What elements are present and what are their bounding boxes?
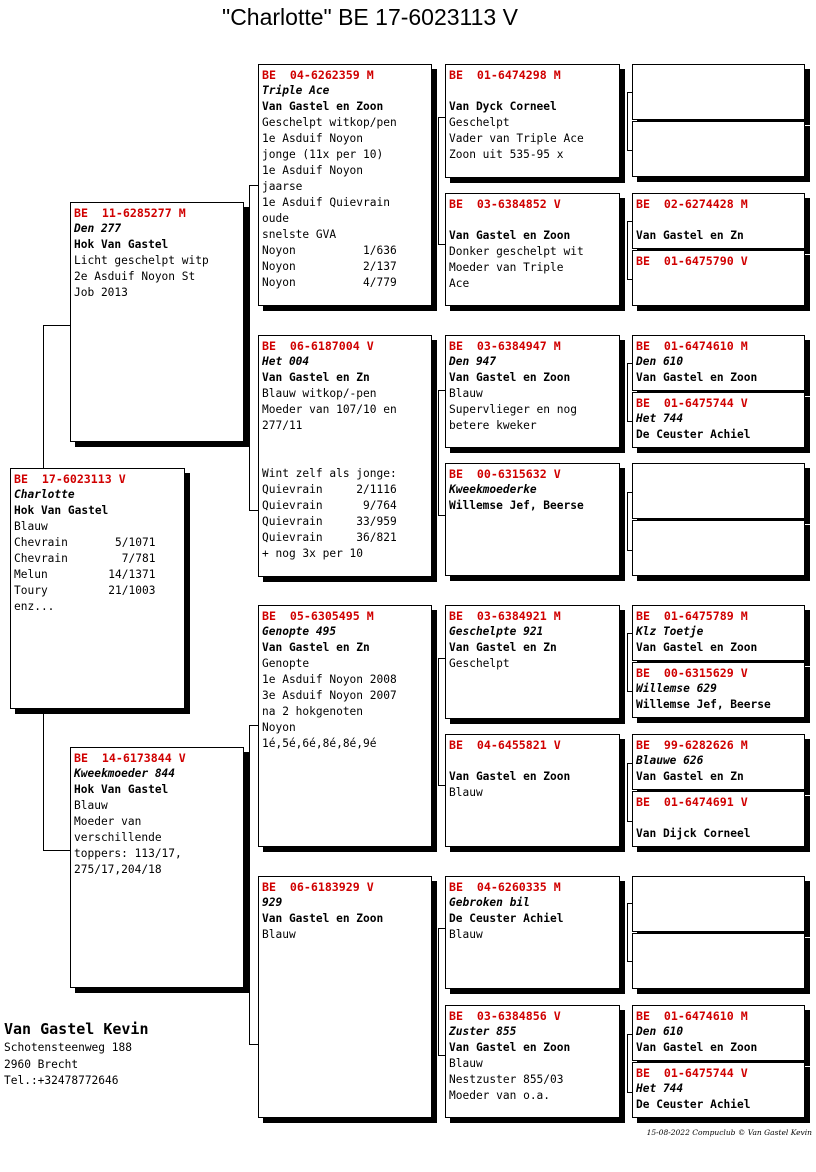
pigeon-name: Blauwe 626 bbox=[636, 754, 704, 767]
pigeon-name: Triple Ace bbox=[262, 84, 330, 97]
pigeon-detail: enz... bbox=[14, 600, 55, 613]
ring-number: BE 04-6262359 M bbox=[262, 68, 374, 82]
ring-number: BE 01-6474298 M bbox=[449, 68, 561, 82]
ring-number: BE 17-6023113 V bbox=[14, 472, 126, 486]
pigeon-owner: Van Gastel en Zn bbox=[262, 371, 370, 384]
pigeon-detail: Blauw bbox=[262, 928, 296, 941]
pigeon-name: Den 277 bbox=[74, 222, 122, 235]
pigeon-card-father bbox=[70, 202, 244, 442]
pigeon-name: Het 004 bbox=[262, 355, 310, 368]
pigeon-card-ggm-1 bbox=[445, 193, 620, 306]
pigeon-name: Willemse 629 bbox=[636, 682, 717, 695]
pigeon-detail: na 2 hokgenoten bbox=[262, 705, 364, 718]
pigeon-owner: Van Gastel en Zn bbox=[636, 770, 744, 783]
pigeon-detail: Blauw bbox=[74, 799, 108, 812]
pigeon-detail: Toury 21/1003 bbox=[14, 584, 156, 597]
breeder-info bbox=[4, 1018, 149, 1090]
pigeon-owner: De Ceuster Achiel bbox=[449, 912, 564, 925]
pigeon-owner: Van Gastel en Zn bbox=[449, 641, 557, 654]
pigeon-card-gen4-11 bbox=[632, 734, 805, 790]
pigeon-name: Gebroken bil bbox=[449, 896, 530, 909]
pigeon-detail: Chevrain 5/1071 bbox=[14, 536, 156, 549]
ring-number: BE 06-6183929 V bbox=[262, 880, 374, 894]
pigeon-owner: Willemse Jef, Beerse bbox=[449, 499, 584, 512]
pigeon-detail: Quievrain 36/821 bbox=[262, 531, 397, 544]
page-title: "Charlotte" BE 17-6023113 V bbox=[222, 4, 518, 30]
breeder-phone: Tel.:+32478772646 bbox=[4, 1074, 119, 1087]
pigeon-owner: Hok Van Gastel bbox=[74, 238, 169, 251]
pigeon-detail: Quievrain 33/959 bbox=[262, 515, 397, 528]
pigeon-detail: Geschelpt bbox=[449, 116, 510, 129]
pigeon-card-gen4-6 bbox=[632, 392, 805, 448]
pigeon-detail bbox=[449, 753, 616, 769]
pigeon-card-gen4-3 bbox=[632, 193, 805, 249]
pigeon-detail: Quievrain 9/764 bbox=[262, 499, 397, 512]
pigeon-card-subject bbox=[10, 468, 185, 709]
pigeon-detail: Noyon 2/137 bbox=[262, 260, 397, 273]
pigeon-card-gen4-12 bbox=[632, 791, 805, 847]
pigeon-owner: Van Gastel en Zoon bbox=[449, 371, 571, 384]
pigeon-owner: Van Gastel en Zoon bbox=[636, 1041, 758, 1054]
pigeon-detail bbox=[449, 83, 616, 99]
pigeon-detail: Blauw bbox=[449, 387, 483, 400]
pigeon-owner: Van Gastel en Zoon bbox=[449, 229, 571, 242]
pigeon-card-ggf-3 bbox=[445, 605, 620, 719]
pigeon-detail: 277/11 bbox=[262, 419, 303, 432]
pigeon-owner: Van Gastel en Zoon bbox=[636, 641, 758, 654]
pigeon-card-gen4-5 bbox=[632, 335, 805, 391]
ring-number: BE 11-6285277 M bbox=[74, 206, 186, 220]
pigeon-card-gen4-15 bbox=[632, 1005, 805, 1061]
pigeon-card-gen4-7 bbox=[632, 463, 805, 519]
ring-number: BE 01-6474610 M bbox=[636, 339, 748, 353]
pigeon-card-grandfather-paternal bbox=[258, 64, 432, 306]
pigeon-name: Geschelpte 921 bbox=[449, 625, 544, 638]
pigeon-name: 929 bbox=[262, 896, 283, 909]
pigeon-detail: 3e Asduif Noyon 2007 bbox=[262, 689, 397, 702]
pigeon-card-gen4-1 bbox=[632, 64, 805, 120]
pigeon-card-gen4-16 bbox=[632, 1062, 805, 1118]
ring-number: BE 04-6260335 M bbox=[449, 880, 561, 894]
pigeon-detail: Ace bbox=[449, 277, 470, 290]
breeder-city: 2960 Brecht bbox=[4, 1057, 79, 1071]
pigeon-name: Genopte 495 bbox=[262, 625, 337, 638]
pigeon-detail: jonge (11x per 10) bbox=[262, 148, 384, 161]
pigeon-detail: Nestzuster 855/03 bbox=[449, 1073, 564, 1086]
pigeon-name: Kweekmoeder 844 bbox=[74, 767, 176, 780]
pigeon-card-ggf-4 bbox=[445, 876, 620, 989]
pigeon-detail: Licht geschelpt witp bbox=[74, 254, 209, 267]
pigeon-card-gen4-9 bbox=[632, 605, 805, 661]
pigeon-detail: toppers: 113/17, bbox=[74, 847, 182, 860]
pigeon-card-ggm-4 bbox=[445, 1005, 620, 1118]
pigeon-card-ggf-2 bbox=[445, 335, 620, 448]
pigeon-name: Het 744 bbox=[636, 412, 684, 425]
pigeon-owner: Van Gastel en Zoon bbox=[636, 371, 758, 384]
pigeon-detail: Noyon 4/779 bbox=[262, 276, 397, 289]
pigeon-name: Kweekmoederke bbox=[449, 483, 537, 496]
ring-number: BE 01-6475790 V bbox=[636, 254, 748, 268]
pigeon-owner: Van Gastel en Zn bbox=[262, 641, 370, 654]
ring-number: BE 99-6282626 M bbox=[636, 738, 748, 752]
pigeon-owner: Van Gastel en Zoon bbox=[449, 770, 571, 783]
pigeon-card-grandmother-paternal bbox=[258, 335, 432, 577]
pigeon-card-gen4-4 bbox=[632, 250, 805, 306]
pigeon-detail: 1é,5é,6é,8é,8é,9é bbox=[262, 737, 377, 750]
pigeon-card-ggm-2 bbox=[445, 463, 620, 576]
pigeon-detail bbox=[449, 212, 616, 228]
pigeon-detail: Melun 14/1371 bbox=[14, 568, 156, 581]
pigeon-card-gen4-13 bbox=[632, 876, 805, 932]
pigeon-detail: Wint zelf als jonge: bbox=[262, 467, 397, 480]
pigeon-detail: Quievrain 2/1116 bbox=[262, 483, 397, 496]
pigeon-detail: Supervlieger en nog bbox=[449, 403, 577, 416]
pigeon-detail: 1e Asduif Noyon bbox=[262, 164, 364, 177]
pigeon-owner: De Ceuster Achiel bbox=[636, 1098, 751, 1111]
ring-number: BE 03-6384921 M bbox=[449, 609, 561, 623]
pigeon-detail bbox=[636, 810, 801, 826]
pigeon-detail: verschillende bbox=[74, 831, 162, 844]
breeder-address: Schotensteenweg 188 bbox=[4, 1041, 132, 1054]
ring-number: BE 01-6475744 V bbox=[636, 1066, 748, 1080]
pigeon-detail: + nog 3x per 10 bbox=[262, 547, 364, 560]
ring-number: BE 03-6384852 V bbox=[449, 197, 561, 211]
pigeon-detail: Moeder van o.a. bbox=[449, 1089, 551, 1102]
pigeon-owner: Willemse Jef, Beerse bbox=[636, 698, 771, 711]
pigeon-name: Charlotte bbox=[14, 488, 75, 501]
pigeon-detail: 1e Asduif Noyon bbox=[262, 132, 364, 145]
connector-line bbox=[43, 710, 72, 851]
pigeon-card-grandmother-maternal bbox=[258, 876, 432, 1118]
ring-number: BE 04-6455821 V bbox=[449, 738, 561, 752]
pigeon-detail: Moeder van Triple bbox=[449, 261, 564, 274]
pigeon-detail: 1e Asduif Quievrain bbox=[262, 196, 390, 209]
ring-number: BE 01-6475744 V bbox=[636, 396, 748, 410]
pigeon-detail: betere kweker bbox=[449, 419, 537, 432]
pigeon-owner: Hok Van Gastel bbox=[74, 783, 169, 796]
pigeon-detail: Chevrain 7/781 bbox=[14, 552, 156, 565]
pigeon-detail: Genopte bbox=[262, 657, 310, 670]
pigeon-owner: Van Gastel en Zoon bbox=[449, 1041, 571, 1054]
pigeon-card-ggf-1 bbox=[445, 64, 620, 178]
pigeon-detail: 2e Asduif Noyon St bbox=[74, 270, 196, 283]
pigeon-name: Het 744 bbox=[636, 1082, 684, 1095]
pigeon-owner: Van Gastel en Zn bbox=[636, 229, 744, 242]
pigeon-detail: Noyon bbox=[262, 721, 296, 734]
pigeon-owner: Van Dyck Corneel bbox=[449, 100, 557, 113]
ring-number: BE 01-6474610 M bbox=[636, 1009, 748, 1023]
pigeon-name: Den 610 bbox=[636, 1025, 684, 1038]
pigeon-detail: 1e Asduif Noyon 2008 bbox=[262, 673, 397, 686]
pigeon-owner: De Ceuster Achiel bbox=[636, 428, 751, 441]
pigeon-owner: Hok Van Gastel bbox=[14, 504, 109, 517]
pigeon-name: Klz Toetje bbox=[636, 625, 704, 638]
pigeon-detail bbox=[262, 434, 428, 450]
pigeon-detail bbox=[636, 212, 801, 228]
pigeon-detail: snelste GVA bbox=[262, 228, 337, 241]
pigeon-card-mother bbox=[70, 747, 244, 988]
pigeon-detail: Blauw bbox=[449, 1057, 483, 1070]
ring-number: BE 00-6315632 V bbox=[449, 467, 561, 481]
pigeon-detail: Vader van Triple Ace bbox=[449, 132, 584, 145]
pigeon-owner: Van Gastel en Zoon bbox=[262, 912, 384, 925]
pigeon-detail: Geschelpt witkop/pen bbox=[262, 116, 397, 129]
ring-number: BE 01-6475789 M bbox=[636, 609, 748, 623]
pigeon-detail: Moeder van bbox=[74, 815, 142, 828]
ring-number: BE 02-6274428 M bbox=[636, 197, 748, 211]
pigeon-name: Zuster 855 bbox=[449, 1025, 517, 1038]
pigeon-owner: Van Dijck Corneel bbox=[636, 827, 751, 840]
ring-number: BE 00-6315629 V bbox=[636, 666, 748, 680]
pigeon-detail: Noyon 1/636 bbox=[262, 244, 397, 257]
pigeon-card-ggm-3 bbox=[445, 734, 620, 847]
pigeon-detail: Blauw witkop/-pen bbox=[262, 387, 377, 400]
pigeon-detail: Moeder van 107/10 en bbox=[262, 403, 397, 416]
pigeon-detail: Job 2013 bbox=[74, 286, 128, 299]
pigeon-name: Den 610 bbox=[636, 355, 684, 368]
pigeon-detail: Geschelpt bbox=[449, 657, 510, 670]
ring-number: BE 03-6384947 M bbox=[449, 339, 561, 353]
pigeon-detail: Donker geschelpt wit bbox=[449, 245, 584, 258]
footer-credit: 15-08-2022 Compuclub © Van Gastel Kevin bbox=[646, 1128, 812, 1137]
pigeon-detail: oude bbox=[262, 212, 289, 225]
pigeon-detail: Blauw bbox=[449, 786, 483, 799]
pigeon-detail: jaarse bbox=[262, 180, 303, 193]
pigeon-card-gen4-10 bbox=[632, 662, 805, 718]
ring-number: BE 01-6474691 V bbox=[636, 795, 748, 809]
pigeon-card-gen4-8 bbox=[632, 520, 805, 576]
pigeon-detail: Blauw bbox=[14, 520, 48, 533]
pigeon-card-gen4-2 bbox=[632, 121, 805, 177]
pigeon-detail: 275/17,204/18 bbox=[74, 863, 162, 876]
ring-number: BE 03-6384856 V bbox=[449, 1009, 561, 1023]
pigeon-detail: Zoon uit 535-95 x bbox=[449, 148, 564, 161]
pigeon-detail bbox=[262, 450, 428, 466]
pigeon-owner: Van Gastel en Zoon bbox=[262, 100, 384, 113]
pigeon-card-gen4-14 bbox=[632, 933, 805, 989]
ring-number: BE 05-6305495 M bbox=[262, 609, 374, 623]
pigeon-card-grandfather-maternal bbox=[258, 605, 432, 847]
connector-line bbox=[43, 325, 72, 470]
ring-number: BE 06-6187004 V bbox=[262, 339, 374, 353]
ring-number: BE 14-6173844 V bbox=[74, 751, 186, 765]
pigeon-detail: Blauw bbox=[449, 928, 483, 941]
pigeon-name: Den 947 bbox=[449, 355, 497, 368]
breeder-name: Van Gastel Kevin bbox=[4, 1020, 149, 1038]
